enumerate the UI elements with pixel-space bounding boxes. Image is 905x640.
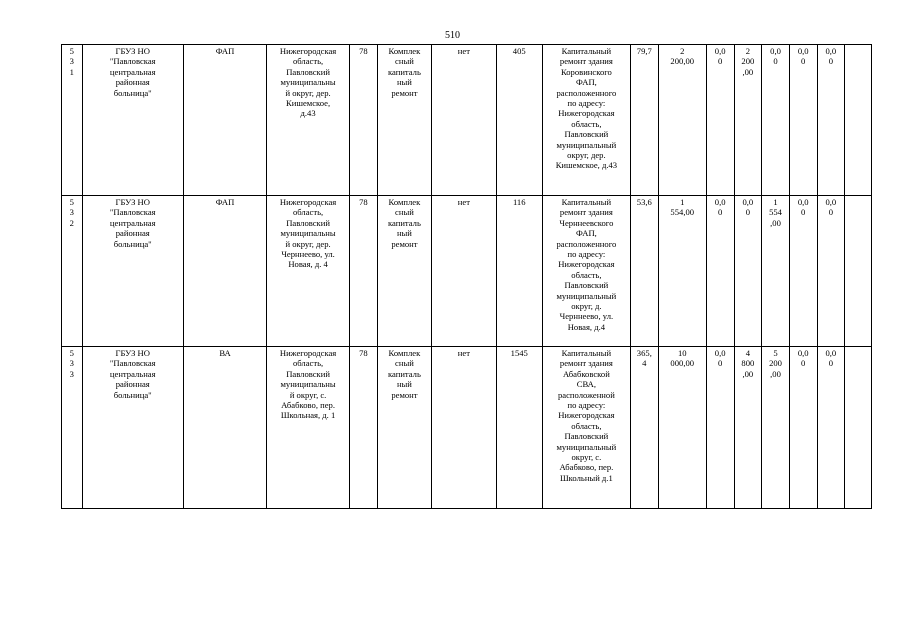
work-type-cell: Комплек сный капиталь ный ремонт	[377, 196, 431, 347]
organization-cell: ГБУЗ НО "Павловская центральная районная больница"	[82, 196, 184, 347]
work-type-cell: Комплек сный капиталь ный ремонт	[377, 45, 431, 196]
count-cell: 405	[496, 45, 542, 196]
facility-type-cell: ВА	[184, 347, 267, 509]
table-row	[62, 196, 872, 347]
code-cell: 78	[350, 347, 378, 509]
row-index: 5 3 3	[62, 347, 83, 509]
flag-cell: нет	[432, 45, 497, 196]
count-cell: 116	[496, 196, 542, 347]
value-cell: 2 200 ,00	[734, 45, 762, 196]
empty-cell	[845, 45, 872, 196]
count-cell: 1545	[496, 347, 542, 509]
code-cell: 78	[350, 196, 378, 347]
value-cell: 0,0 0	[762, 45, 790, 196]
address-cell: Нижегородская область, Павловский муниципальны й округ, дер. Черннеево, ул. Новая, д. 4	[267, 196, 350, 347]
value-cell: 4 800 ,00	[734, 347, 762, 509]
total-cell: 1 554,00	[658, 196, 706, 347]
flag-cell: нет	[432, 347, 497, 509]
value-cell: 0,0 0	[817, 347, 845, 509]
facility-type-cell: ФАП	[184, 196, 267, 347]
row-index: 5 3 1	[62, 45, 83, 196]
page-number: 510	[445, 30, 460, 41]
code-cell: 78	[350, 45, 378, 196]
total-cell: 2 200,00	[658, 45, 706, 196]
repair-table	[61, 44, 872, 509]
value-cell: 0,0 0	[706, 196, 734, 347]
value-cell: 5 200 ,00	[762, 347, 790, 509]
facility-type-cell: ФАП	[184, 45, 267, 196]
table-row	[62, 45, 872, 196]
description-cell: Капитальный ремонт здания Коровинского ФАП, расположенного по адресу: Нижегородская область, Павловский муниципальный округ, дер. Кишемское, д.43	[542, 45, 630, 196]
value-cell: 0,0 0	[706, 45, 734, 196]
value-cell: 0,0 0	[789, 196, 817, 347]
value-cell: 0,0 0	[789, 45, 817, 196]
description-cell: Капитальный ремонт здания Абабковской СВА, расположенной по адресу: Нижегородская область, Павловский муниципальный округ, с. Абабково, пер. Школьный д.1	[542, 347, 630, 509]
value-cell: 0,0 0	[789, 347, 817, 509]
row-index: 5 3 2	[62, 196, 83, 347]
value-cell: 0,0 0	[817, 196, 845, 347]
empty-cell	[845, 347, 872, 509]
table-row	[62, 347, 872, 509]
empty-cell	[845, 196, 872, 347]
address-cell: Нижегородская область, Павловский муниципальны й округ, с. Абабково, пер. Школьная, д. 1	[267, 347, 350, 509]
value-cell: 1 554 ,00	[762, 196, 790, 347]
area-cell: 365, 4	[630, 347, 658, 509]
organization-cell: ГБУЗ НО "Павловская центральная районная больница"	[82, 45, 184, 196]
area-cell: 53,6	[630, 196, 658, 347]
description-cell: Капитальный ремонт здания Черннеевского ФАП, расположенного по адресу: Нижегородская область, Павловский муниципальный округ, д. Черннеево, ул. Новая, д.4	[542, 196, 630, 347]
address-cell: Нижегородская область, Павловский муниципальны й округ, дер. Кишемское, д.43	[267, 45, 350, 196]
value-cell: 0,0 0	[706, 347, 734, 509]
total-cell: 10 000,00	[658, 347, 706, 509]
organization-cell: ГБУЗ НО "Павловская центральная районная больница"	[82, 347, 184, 509]
area-cell: 79,7	[630, 45, 658, 196]
value-cell: 0,0 0	[817, 45, 845, 196]
flag-cell: нет	[432, 196, 497, 347]
value-cell: 0,0 0	[734, 196, 762, 347]
work-type-cell: Комплек сный капиталь ный ремонт	[377, 347, 431, 509]
